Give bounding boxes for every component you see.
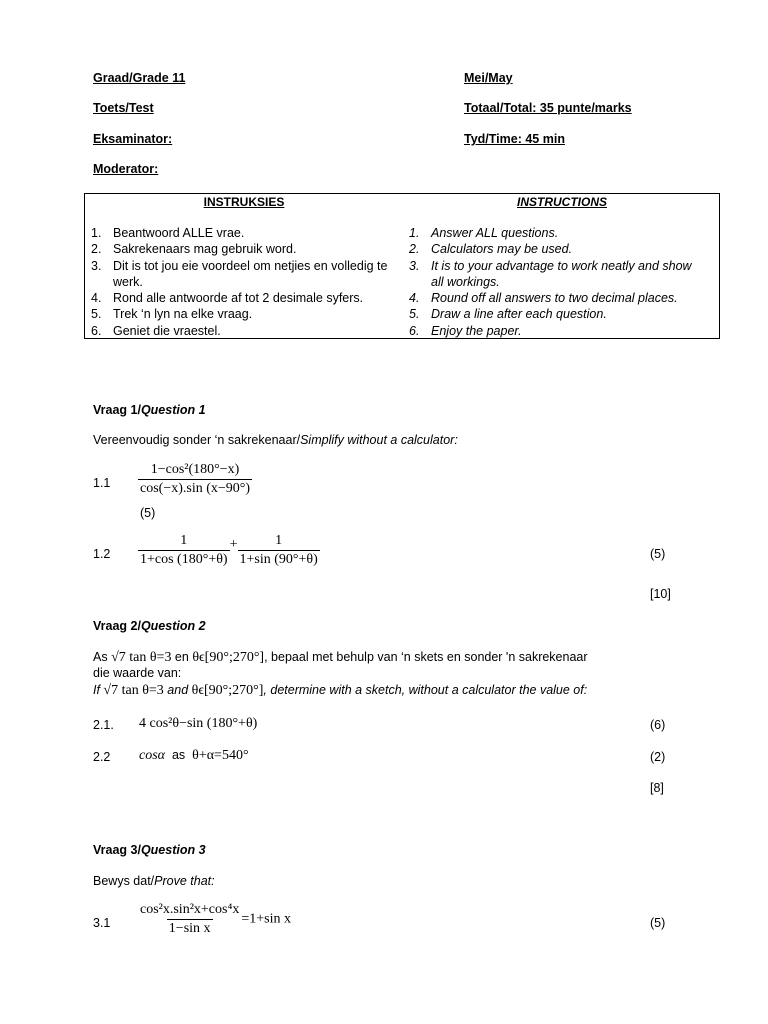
instruction-af-item: [85, 290, 397, 306]
list-number: 4.: [91, 291, 102, 306]
list-text: Dit is tot jou eie voordeel om netjies en volledig te werk.: [113, 258, 388, 289]
question-2-title: Vraag 2/Question 2: [93, 619, 206, 633]
question-3-title: Vraag 3/Question 3: [93, 843, 206, 857]
q2-1-marks: (6): [650, 718, 666, 732]
time-label: Tyd/Time: 45 min: [464, 132, 565, 146]
instructions-box: [84, 193, 720, 339]
instruction-af-item: [85, 225, 397, 241]
list-text: Draw a line after each question.: [431, 307, 607, 322]
q1-2-marks: (5): [650, 547, 666, 561]
instruction-en-item: [403, 258, 703, 291]
examiner-label: Eksaminator:: [93, 132, 173, 146]
list-text: Answer ALL questions.: [431, 226, 559, 240]
instruction-en-item: [403, 306, 703, 322]
list-number: 6.: [409, 323, 420, 338]
moderator-label: Moderator:: [93, 162, 159, 176]
q1-1-number: 1.1: [93, 476, 111, 490]
q3-1-expression: $\frac{\text{cos²x.sin²x+cos⁴x}}{\text{1−sin x}}$ =1+sin x: [140, 902, 291, 936]
instructions-english: [403, 194, 721, 338]
instruction-en-item: [403, 290, 703, 306]
list-number: 5.: [409, 307, 420, 322]
question-1-total: [10]: [650, 587, 671, 601]
question-2-line-en: If √7 tan θ=3 and θϵ[90°;270°], determine with a sketch, without a calculator the value of:: [93, 683, 588, 698]
instruction-af-item: [85, 323, 397, 339]
q1-1-expression: $\frac{\text{1−cos²(180°−x)}}{\cos(-x).\sin (x-90^\circ)}$: [140, 462, 251, 496]
list-text: Trek ‘n lyn na elke vraag.: [113, 307, 253, 322]
instruction-af-item: [85, 241, 397, 257]
q2-2-number: 2.2: [93, 750, 111, 764]
instruction-en-item: [403, 323, 703, 339]
list-text: Round off all answers to two decimal places.: [431, 291, 678, 306]
grade-label: Graad/Grade 11: [93, 71, 186, 85]
q3-1-number: 3.1: [93, 916, 111, 930]
list-text: Rond alle antwoorde af tot 2 desimale syfers.: [113, 291, 364, 306]
list-number: 2.: [409, 242, 420, 257]
q1-2-number: 1.2: [93, 547, 111, 561]
q2-2-expression: cosα as θ+α=540°: [139, 748, 249, 763]
instruction-en-item: [403, 241, 703, 257]
instructions-en-list: [403, 225, 703, 339]
list-number: 3.: [91, 258, 102, 273]
list-text: Enjoy the paper.: [431, 323, 522, 338]
question-1-intro: Vereenvoudig sonder ‘n sakrekenaar/Simplify without a calculator:: [93, 433, 458, 447]
instruction-af-item: [85, 258, 397, 291]
q1-2-expression: $\frac{1}{1+\cos (180^\circ+\theta)}$ + $\frac{1}{1+\sin (90^\circ+\theta)}$: [140, 533, 318, 567]
instruction-af-item: [85, 306, 397, 322]
list-number: 2.: [91, 242, 102, 257]
list-text: Calculators may be used.: [431, 242, 573, 257]
test-label: Toets/Test: [93, 101, 154, 115]
list-text: Geniet die vraestel.: [113, 323, 221, 338]
q2-1-expression: 4 cos²θ−sin (180°+θ): [139, 716, 258, 731]
month-label: Mei/May: [464, 71, 513, 85]
q2-2-marks: (2): [650, 750, 666, 764]
question-2-line-af-cont: die waarde van:: [93, 666, 182, 680]
list-number: 3.: [409, 258, 420, 273]
q2-1-number: 2.1.: [93, 718, 114, 732]
instructions-af-list: [85, 225, 397, 339]
list-number: 6.: [91, 323, 102, 338]
question-2-line-af: As √7 tan θ=3 en θϵ[90°;270°], bepaal met behulp van ‘n skets en sonder 'n sakrekenaar: [93, 650, 588, 665]
question-1-title: Vraag 1/Question 1: [93, 403, 206, 417]
instructions-en-title: INSTRUCTIONS: [517, 195, 607, 209]
list-text: Sakrekenaars mag gebruik word.: [113, 242, 297, 257]
instructions-af-title: INSTRUKSIES: [203, 195, 285, 209]
q1-1-marks: (5): [140, 506, 156, 520]
question-3-intro: Bewys dat/Prove that:: [93, 874, 215, 888]
instruction-en-item: [403, 225, 703, 241]
list-number: 5.: [91, 307, 102, 322]
total-marks-label: Totaal/Total: 35 punte/marks: [464, 101, 632, 115]
instructions-afrikaans: [85, 194, 403, 338]
q3-1-marks: (5): [650, 916, 666, 930]
list-text: Beantwoord ALLE vrae.: [113, 226, 245, 240]
list-number: 1.: [91, 226, 102, 240]
list-number: 4.: [409, 291, 420, 306]
list-number: 1.: [409, 226, 420, 240]
list-text: It is to your advantage to work neatly and show all workings.: [431, 258, 692, 289]
question-2-total: [8]: [650, 781, 664, 795]
